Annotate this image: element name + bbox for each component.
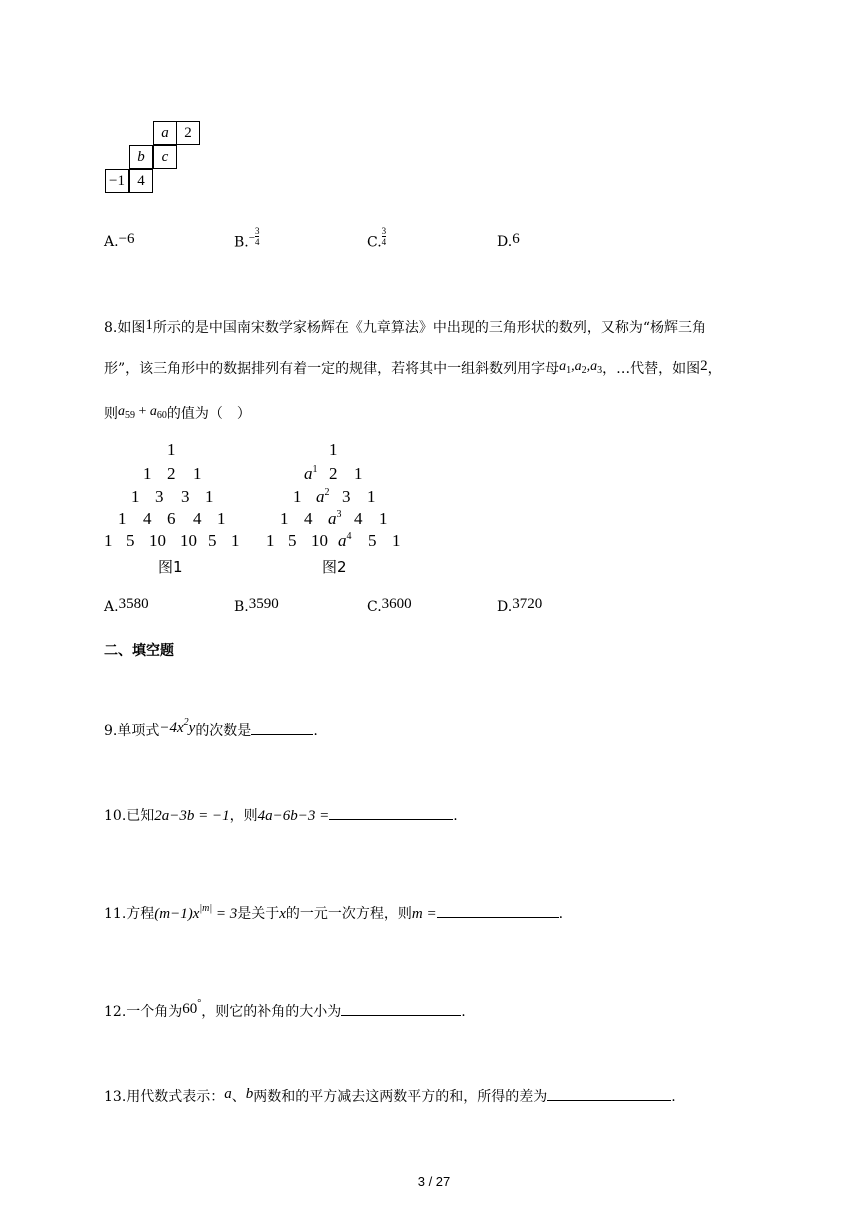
answer-blank[interactable] xyxy=(341,1001,461,1016)
option-value: 3600 xyxy=(381,596,412,612)
sum-expr: $a_{59} + a_{60}$ xyxy=(118,404,167,421)
option-value: 3720 xyxy=(512,596,543,612)
answer-blank[interactable] xyxy=(329,805,453,820)
option-value: 6 xyxy=(512,231,520,247)
grid-cell-neg1: −1 xyxy=(105,169,129,193)
fraction: $\frac{3}{4}$ xyxy=(254,226,260,247)
question-11: 11.方程$(m-1)x^{|m|} = 3$是关于x的一元一次方程，则m = . xyxy=(104,903,564,922)
grid-cell-2: 2 xyxy=(176,121,200,145)
q8-option-a[interactable] xyxy=(104,596,149,616)
option-label: D. xyxy=(497,599,513,615)
q8-option-b[interactable] xyxy=(234,596,279,616)
answer-blank[interactable] xyxy=(251,720,313,735)
figure-2-caption: 图2 xyxy=(322,558,347,576)
option-sign: − xyxy=(248,231,255,244)
fraction: $\frac{3}{4}$ xyxy=(381,226,387,247)
option-label: C. xyxy=(367,599,382,615)
q8-option-d[interactable] xyxy=(497,596,543,616)
grid-cell-4: 4 xyxy=(129,169,153,193)
option-label: A. xyxy=(104,599,119,615)
option-value: 3590 xyxy=(248,596,279,612)
option-value: 3580 xyxy=(118,596,149,612)
question-13: 13.用代数式表示：a、b两数和的平方减去这两数平方的和，所得的差为 . xyxy=(104,1086,676,1105)
answer-blank[interactable] xyxy=(437,903,559,918)
question-9: 9.单项式$-4x^2y$的次数是 . xyxy=(104,717,318,739)
figure-1-caption: 图1 xyxy=(158,558,183,576)
q8-line-1: 8.如图1所示的是中国南宋数学家杨辉在《九章算法》中出现的三角形状的数列，又称为“杨辉三角 xyxy=(104,317,707,336)
q7-option-d[interactable] xyxy=(497,231,520,251)
page-number: 3 / 27 xyxy=(417,1174,451,1189)
q8-line-2: 形”，该三角形中的数据排列有着一定的规律，若将其中一组斜数列用字母$a_1,a_2,a_3$，…代替，如图2， xyxy=(104,358,722,377)
q7-option-c[interactable] xyxy=(367,226,387,253)
option-label: A. xyxy=(104,234,119,250)
option-value: −6 xyxy=(118,231,135,247)
sequence-expr: $a_1,a_2,a_3$ xyxy=(559,359,603,376)
q7-option-a[interactable] xyxy=(104,231,135,251)
question-10: 10.已知2a−3b = −1，则4a−6b−3 = . xyxy=(104,805,458,826)
grid-cell-c: c xyxy=(153,145,177,169)
option-label: B. xyxy=(234,599,249,615)
q8-option-c[interactable] xyxy=(367,596,412,616)
section-title: 二、填空题 xyxy=(104,643,174,659)
grid-cell-a: a xyxy=(153,121,177,145)
option-label: B. xyxy=(234,234,249,251)
option-label: C. xyxy=(367,234,382,251)
q8-line-3: 则$a_{59} + a_{60}$的值为（ ） xyxy=(104,404,251,422)
grid-cell-b: b xyxy=(129,145,153,169)
option-label: D. xyxy=(497,234,513,250)
answer-blank[interactable] xyxy=(547,1086,671,1101)
question-12: 12.一个角为60°，则它的补角的大小为 . xyxy=(104,998,466,1020)
q7-option-b[interactable] xyxy=(234,226,260,253)
